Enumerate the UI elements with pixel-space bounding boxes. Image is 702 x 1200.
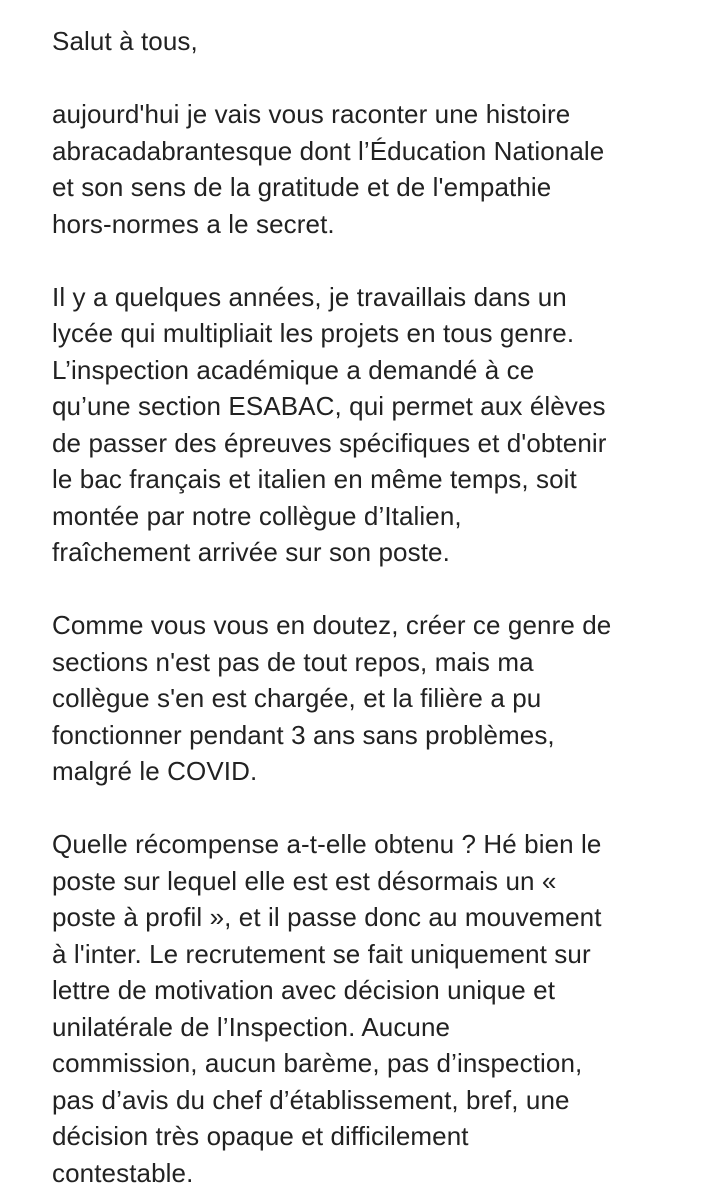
text-line: le bac français et italien en même temps, soit: [52, 464, 577, 494]
text-line: commission, aucun barème, pas d’inspection,: [52, 1048, 583, 1078]
text-line: L’inspection académique a demandé à ce: [52, 354, 535, 385]
paragraph-outcome: [52, 826, 692, 1191]
text-line: unilatérale de l’Inspection. Aucune: [52, 1011, 451, 1042]
text-line: et son sens de la gratitude et de l'empathie: [52, 172, 552, 202]
text-line: collègue s'en est chargée, et la filière a pu: [52, 683, 542, 713]
text-line: Il y a quelques années, je travaillais dans un: [52, 281, 567, 312]
text-line: sections n'est pas de tout repos, mais ma: [52, 646, 534, 677]
text-line: qu’une section ESABAC, qui permet aux élèves: [52, 391, 606, 421]
text-line: décision très opaque et difficilement: [52, 1121, 469, 1151]
text-line: de passer des épreuves spécifiques et d'obtenir: [52, 427, 607, 458]
text-line: abracadabrantesque dont l’Éducation Nationale: [52, 135, 605, 166]
text-line: lettre de motivation avec décision unique et: [52, 975, 556, 1005]
text-line: Comme vous vous en doutez, créer ce genre de: [52, 610, 612, 640]
text-line: fonctionner pendant 3 ans sans problèmes,: [52, 719, 555, 750]
text-line: pas d’avis du chef d’établissement, bref, une: [52, 1084, 570, 1115]
text-line: Salut à tous,: [52, 26, 198, 56]
text-line: lycée qui multipliait les projets en tous genre.: [52, 318, 575, 348]
paragraph-spacer: [52, 60, 692, 97]
paragraph-spacer: [52, 571, 692, 608]
document-body: [52, 23, 692, 1191]
text-line: montée par notre collègue d’Italien,: [52, 500, 462, 531]
paragraph-intro: [52, 96, 692, 242]
text-line: hors-normes a le secret.: [52, 208, 335, 239]
paragraph-spacer: [52, 242, 692, 279]
text-line: Quelle récompense a-t-elle obtenu ? Hé bien le: [52, 829, 602, 859]
paragraph-spacer: [52, 790, 692, 827]
text-line: malgré le COVID.: [52, 756, 258, 786]
text-line: poste sur lequel elle est est désormais un «: [52, 865, 557, 896]
paragraph-work: [52, 607, 692, 790]
text-line: contestable.: [52, 1157, 194, 1188]
text-line: fraîchement arrivée sur son poste.: [52, 537, 450, 567]
text-line: à l'inter. Le recrutement se fait uniquement sur: [52, 938, 591, 969]
paragraph-context: [52, 279, 692, 571]
text-line: aujourd'hui je vais vous raconter une histoire: [52, 99, 571, 129]
text-line: poste à profil », et il passe donc au mouvement: [52, 902, 602, 932]
paragraph-greeting: [52, 23, 692, 60]
